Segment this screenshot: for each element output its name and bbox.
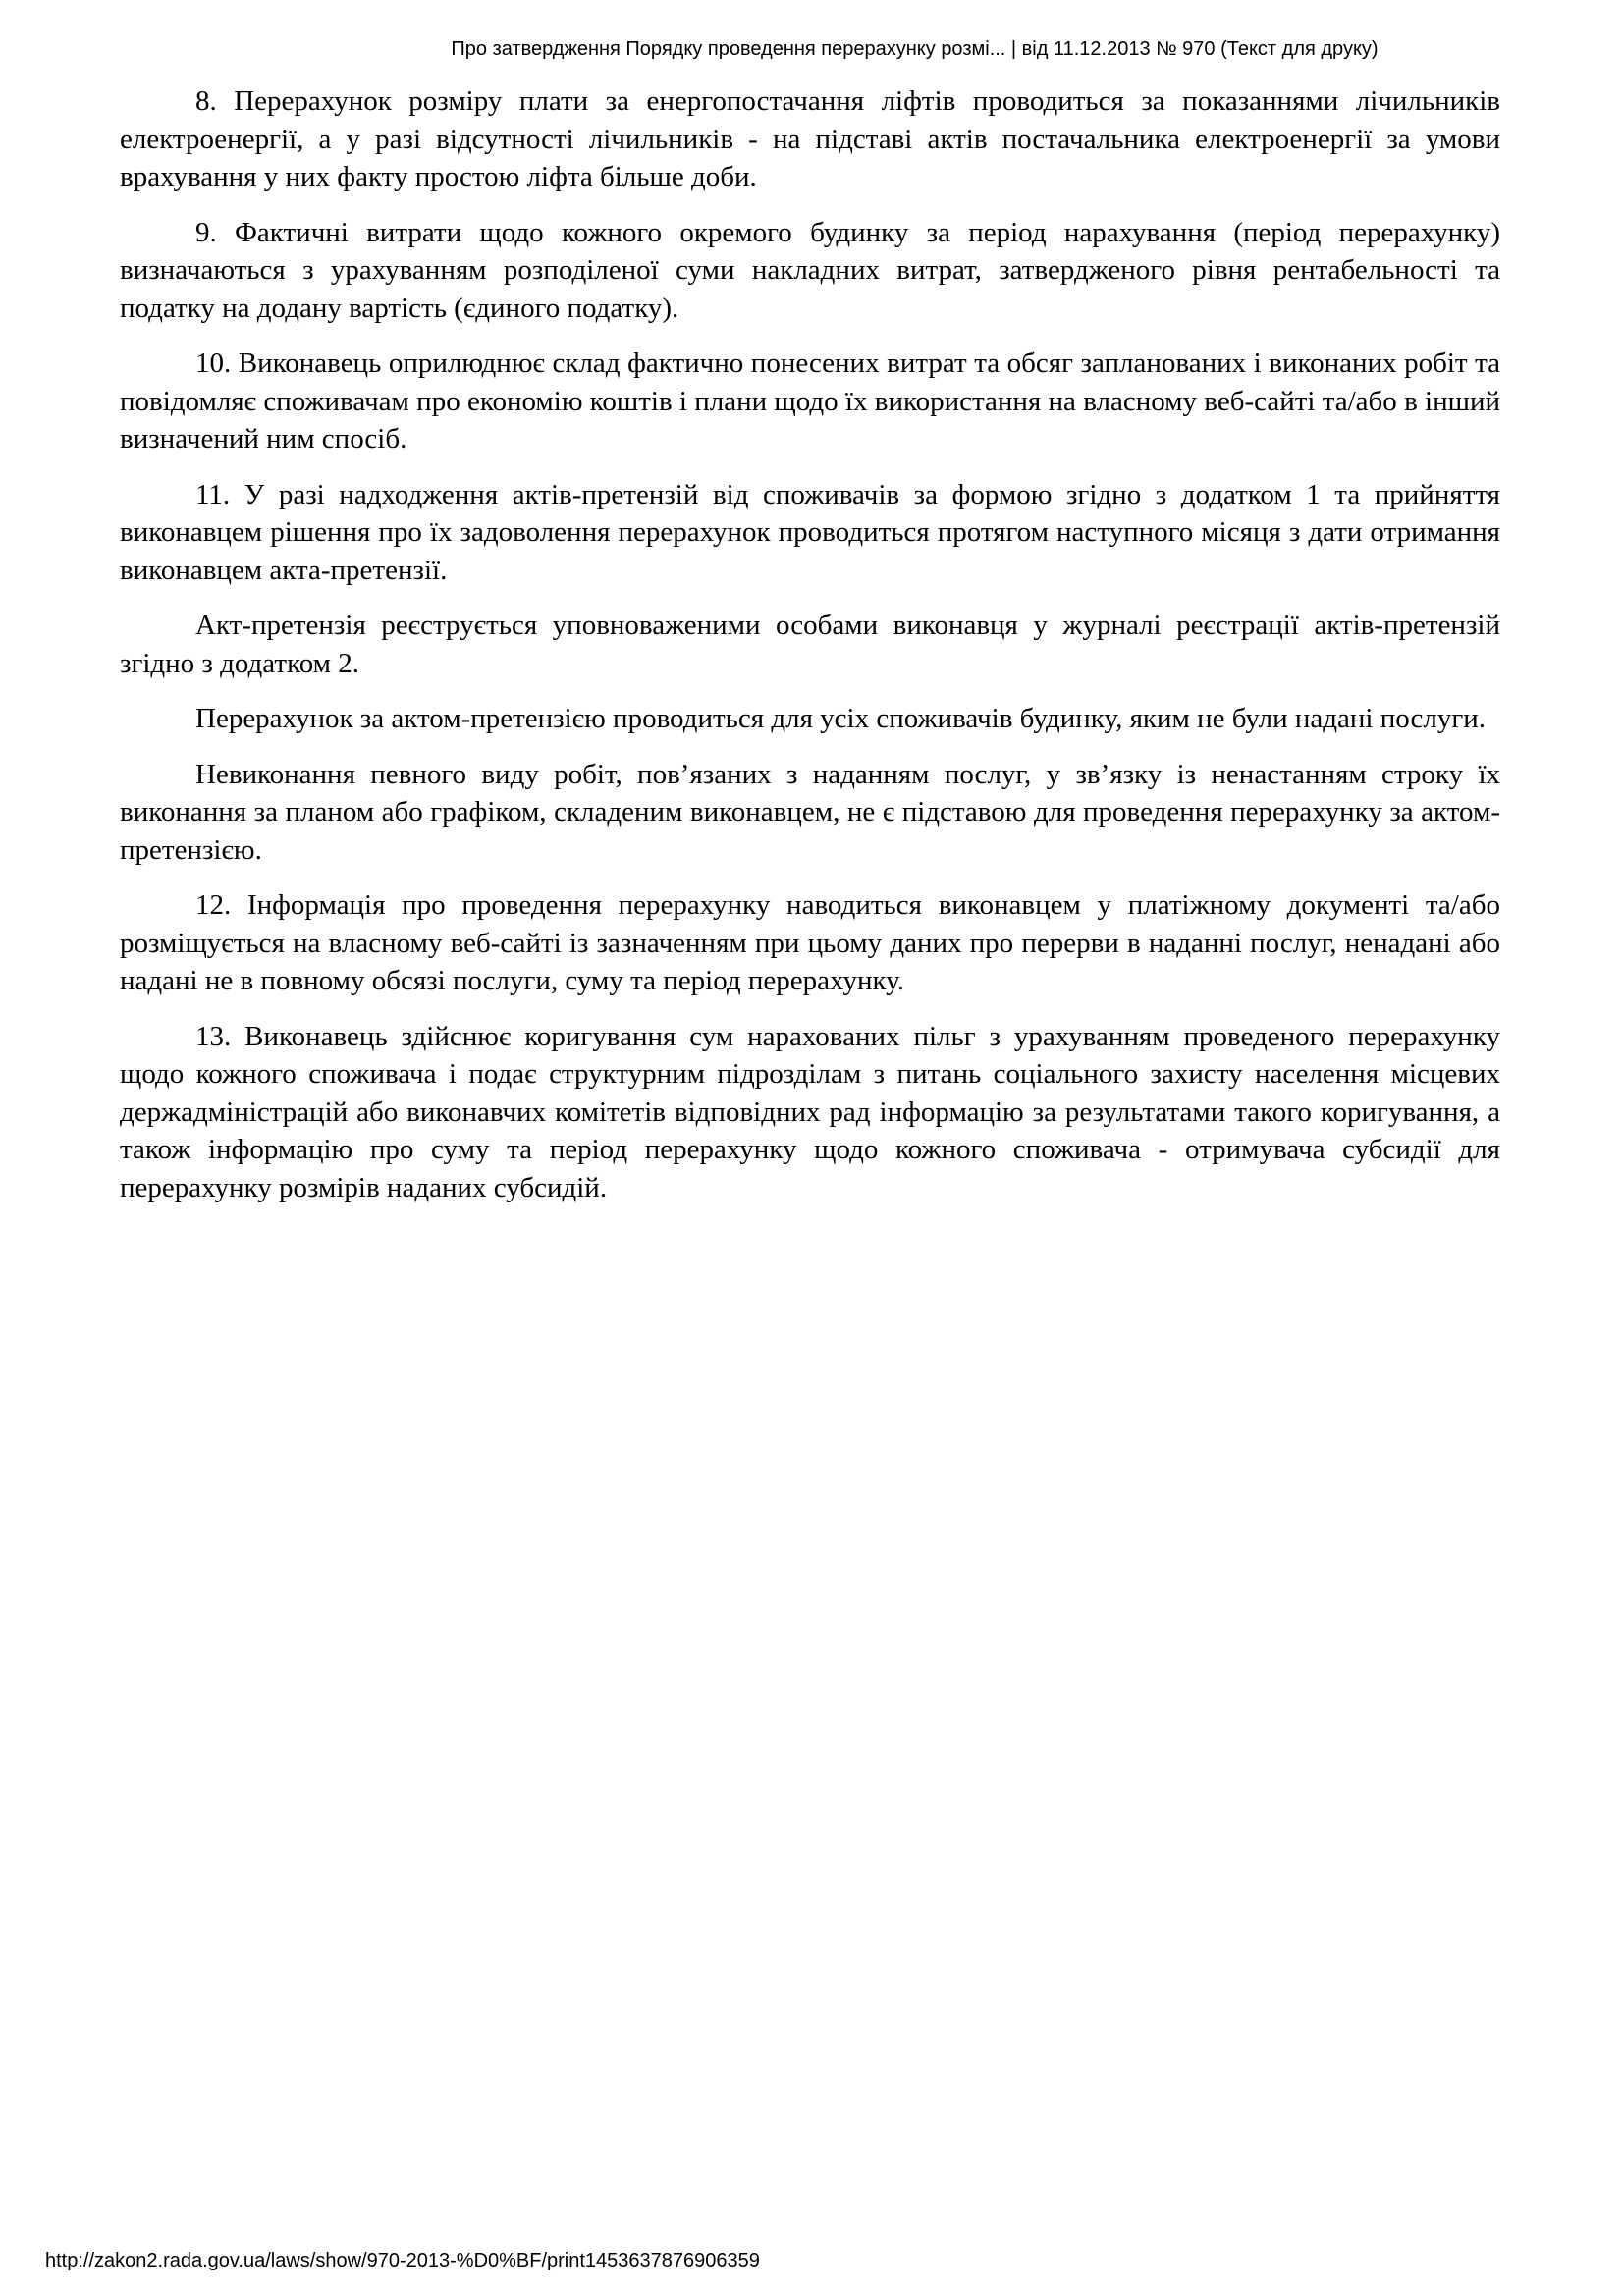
paragraph-11: 11. У разі надходження актів-претензій від споживачів за формою згідно з додатком 1 та прийняття виконавцем рішення про їх задоволення перерахунок проводиться протягом наступного місяця з дати отримання виконавцем акта-претензії. bbox=[120, 478, 1500, 586]
paragraph-13: 13. Виконавець здійснює коригування сум нарахованих пільг з урахуванням проведеного перерахунку щодо кожного споживача і подає структурним підрозділам з питань соціального захисту населення місцевих держадміністрацій або виконавчих комітетів відповідних рад інформацію за результатами такого коригування, а також інформацію про суму та період перерахунку щодо кожного споживача - отримувача субсидії для перерахунку розмірів наданих субсидій. bbox=[120, 1020, 1500, 1203]
page-footer bbox=[45, 2249, 760, 2272]
paragraph-12: 12. Інформація про проведення перерахунку наводиться виконавцем у платіжному документі та/або розміщується на власному веб-сайті із зазначенням при цьому даних про перерви в наданні послуг, ненадані або надані не в повному обсязі послуги, суму та період перерахунку. bbox=[120, 889, 1500, 996]
paragraph-act-registration: Акт-претензія реєструється уповноваженими особами виконавця у журналі реєстрації актів-претензій згідно з додатком 2. bbox=[120, 610, 1500, 679]
paragraph-8: 8. Перерахунок розміру плати за енергопостачання ліфтів проводиться за показаннями лічильників електроенергії, а у разі відсутності лічильників - на підставі актів постачальника електроенергії за умови врахування у них факту простою ліфта більше доби. bbox=[120, 85, 1500, 192]
paragraph-non-performance: Невиконання певного виду робіт, пов’язаних з наданням послуг, у зв’язку із ненастанням строку їх виконання за планом або графіком, складеним виконавцем, не є підставою для проведення перерахунку за актом-претензією. bbox=[120, 758, 1500, 866]
document-title: Про затвердження Порядку проведення перерахунку розмі... | від 11.12.2013 № 970 (Текст для друку) bbox=[451, 38, 1379, 60]
paragraph-act-recalculation: Перерахунок за актом-претензією проводиться для усіх споживачів будинку, яким не були надані послуги. bbox=[195, 703, 1486, 734]
document-body bbox=[120, 82, 1500, 1224]
page-header bbox=[0, 37, 1623, 61]
paragraph-10: 10. Виконавець оприлюднює склад фактично понесених витрат та обсяг запланованих і виконаних робіт та повідомляє споживачам про економію коштів і плани щодо їх використання на власному веб-сайті та/або в інший визначений ним спосіб. bbox=[120, 347, 1500, 454]
source-url-link[interactable]: http://zakon2.rada.gov.ua/laws/show/970-2013-%D0%BF/print1453637876906359 bbox=[45, 2250, 760, 2271]
paragraph-9: 9. Фактичні витрати щодо кожного окремого будинку за період нарахування (період перерахунку) визначаються з урахуванням розподіленої суми накладних витрат, затвердженого рівня рентабельності та податку на додану вартість (єдиного податку). bbox=[120, 216, 1500, 324]
